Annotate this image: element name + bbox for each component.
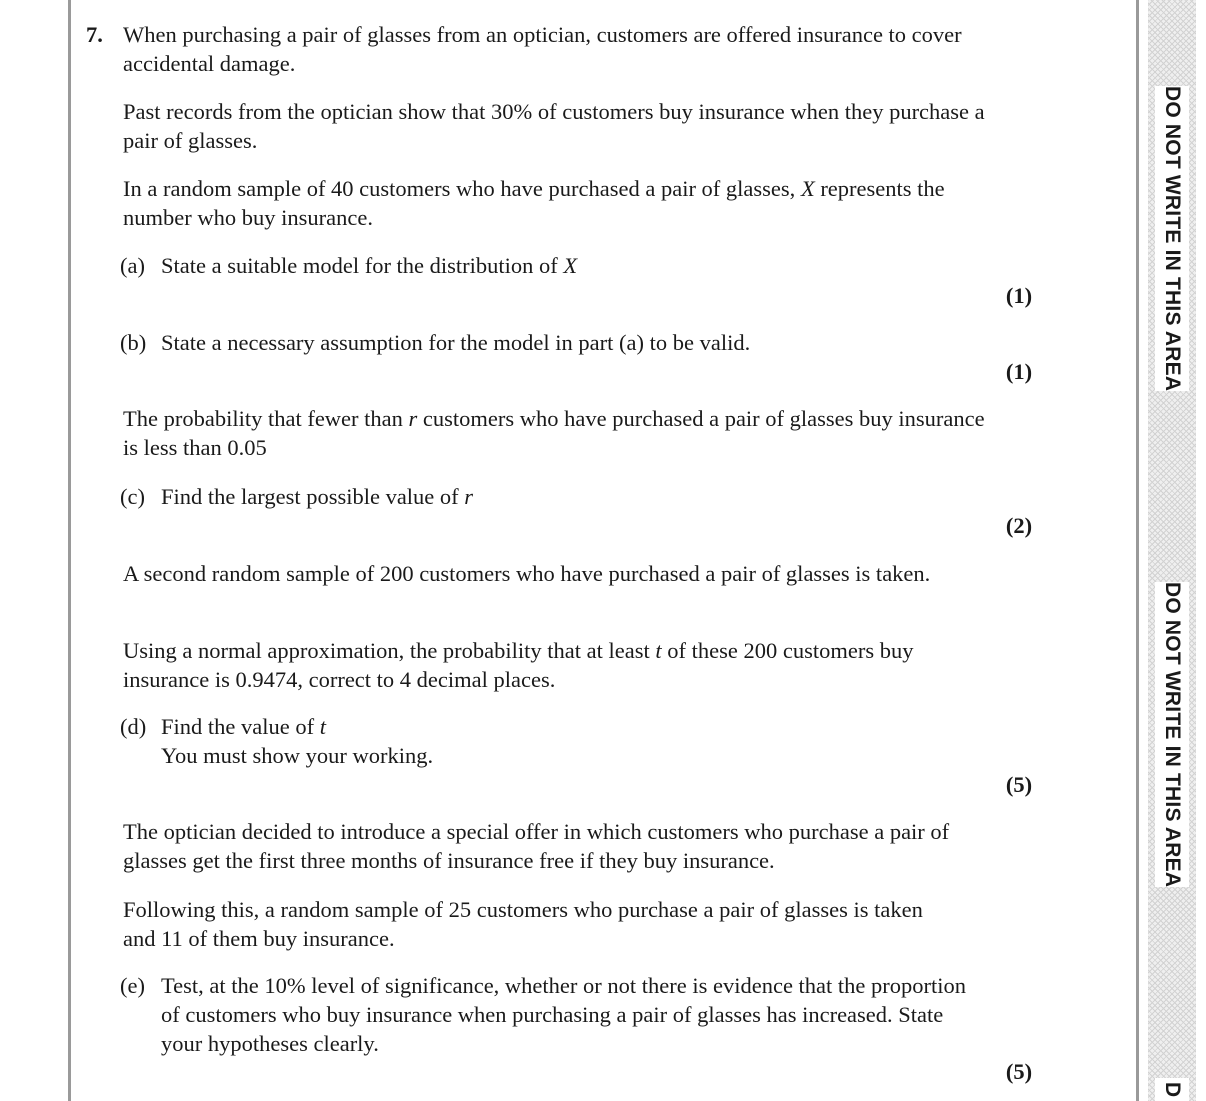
question-intro: When purchasing a pair of glasses from an optician, customers are offered insurance to cover accidental damage. (123, 22, 962, 76)
margin-warning-top: DO NOT WRITE IN THIS AREA (1155, 86, 1189, 391)
part-e-label: (e) (120, 973, 145, 998)
margin-warning-bottom: DO NOT WRITE IN THIS AREA (1155, 582, 1189, 887)
question-following: Following this, a random sample of 25 customers who purchase a pair of glasses is taken and 11 of them buy insurance. (123, 897, 923, 951)
left-border-line (68, 0, 71, 1101)
part-b-label: (b) (120, 330, 147, 355)
part-a-label: (a) (120, 253, 145, 278)
part-c-marks: ( 2 ) (1000, 511, 1038, 540)
part-d-text: Find the value of t (161, 714, 326, 739)
margin-border-line (1136, 0, 1139, 1101)
part-d-label: (d) (120, 714, 147, 739)
question-records: Past records from the optician show that 30% of customers buy insurance when they purchase a pair of glasses. (123, 99, 985, 153)
part-c-text: Find the largest possible value of r (161, 484, 474, 509)
part-a-text: State a suitable model for the distribution of X (161, 253, 578, 278)
question-sample: In a random sample of 40 customers who have purchased a pair of glasses, X represents the number who buy insurance. (123, 176, 945, 230)
part-d-marks: ( 5 ) (1000, 770, 1038, 799)
question-second-sample: A second random sample of 200 customers who have purchased a pair of glasses is taken. (123, 561, 931, 586)
part-e-marks: ( 5 ) (1000, 1057, 1038, 1086)
margin-warning-partial: D (1155, 1078, 1189, 1101)
part-a-marks: ( 1 ) (1000, 281, 1038, 310)
part-c-label: (c) (120, 484, 145, 509)
question-normal: Using a normal approximation, the probability that at least t of these 200 customers buy insurance is 0.9474, correct to 4 decimal places. (123, 638, 914, 692)
part-b-marks: ( 1 ) (1000, 357, 1038, 386)
question-offer: The optician decided to introduce a special offer in which customers who purchase a pair of glasses get the first three months of insurance free if they buy insurance. (123, 819, 950, 873)
question-number: 7. (86, 22, 103, 47)
part-e-text: Test, at the 10% level of significance, whether or not there is evidence that the proportion of customers who buy insurance when purchasing a pair of glasses has increased. State your hypotheses clearly. (161, 973, 967, 1056)
part-b-text: State a necessary assumption for the model in part (a) to be valid. (161, 330, 751, 355)
part-d-text-working: You must show your working. (161, 743, 434, 768)
question-prob-r: The probability that fewer than r customers who have purchased a pair of glasses buy insurance is less than 0.05 (123, 406, 985, 460)
